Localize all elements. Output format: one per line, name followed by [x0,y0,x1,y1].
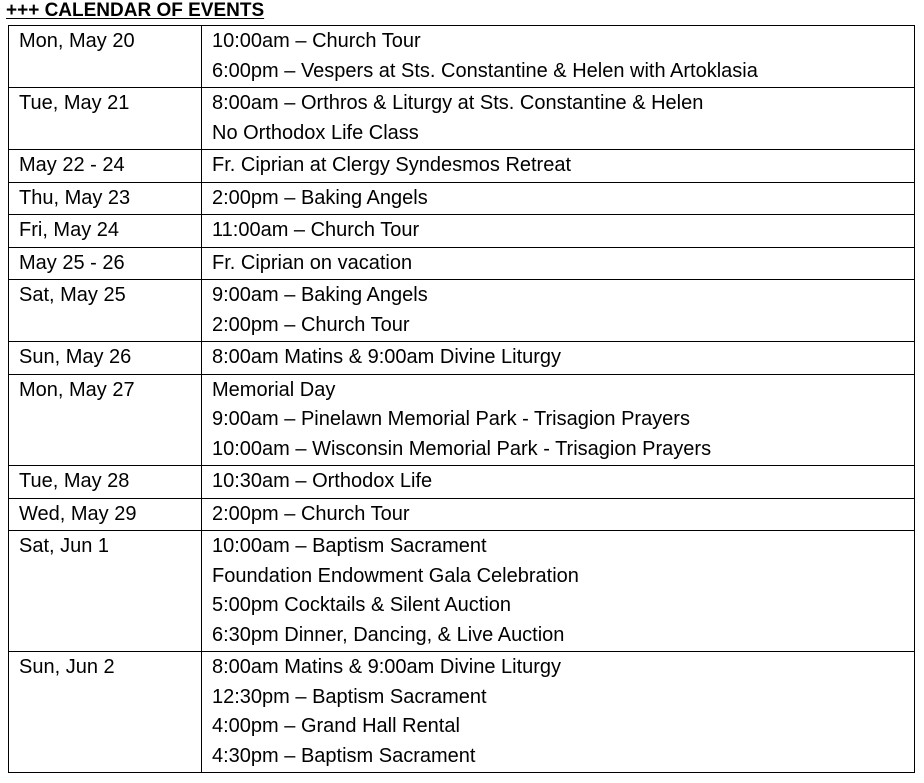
event-line: 11:00am – Church Tour [212,219,420,241]
date-label: Mon, May 20 [19,30,135,52]
events-table [8,25,915,773]
event-line: 6:00pm – Vespers at Sts. Constantine & Helen with Artoklasia [212,59,758,82]
events-cell [202,215,915,248]
events-cell [202,531,915,652]
calendar-title: +++ CALENDAR OF EVENTS [6,0,265,21]
event-line: Memorial Day [212,378,336,401]
event-line: 10:00am – Church Tour [212,30,421,52]
event-line: 10:30am – Orthodox Life [212,470,433,492]
event-line: 6:30pm Dinner, Dancing, & Live Auction [212,623,565,646]
event-line: Foundation Endowment Gala Celebration [212,564,579,587]
date-label: May 25 - 26 [19,251,125,274]
date-cell [9,531,202,652]
table-row [9,531,915,652]
table-row [9,88,915,150]
event-line: 2:00pm – Baking Angels [212,186,428,209]
table-row [9,652,915,773]
date-label: Mon, May 27 [19,378,135,401]
date-label: Sun, Jun 2 [19,656,115,678]
date-label: Sun, May 26 [19,346,132,368]
date-cell [9,182,202,215]
events-cell [202,88,915,150]
date-cell [9,150,202,183]
events-cell [202,182,915,215]
date-cell [9,215,202,248]
date-cell [9,247,202,280]
events-cell [202,247,915,280]
events-cell [202,150,915,183]
date-cell [9,498,202,531]
event-line: Fr. Ciprian on vacation [212,251,413,274]
date-label: Sat, Jun 1 [19,535,110,557]
table-row [9,182,915,215]
event-line: 4:30pm – Baptism Sacrament [212,744,476,767]
events-cell [202,498,915,531]
date-label: Thu, May 23 [19,186,131,209]
event-line: 4:00pm – Grand Hall Rental [212,715,460,737]
event-line: 8:00am – Orthros & Liturgy at Sts. Constantine & Helen [212,92,704,114]
date-label: Tue, May 21 [19,92,130,114]
date-label: Fri, May 24 [19,219,120,241]
event-line: 9:00am – Pinelawn Memorial Park - Trisagion Prayers [212,408,690,430]
table-row [9,26,915,88]
table-row [9,247,915,280]
events-cell [202,26,915,88]
events-cell [202,374,915,466]
date-cell [9,280,202,342]
date-label: Sat, May 25 [19,284,126,306]
event-line: 12:30pm – Baptism Sacrament [212,685,487,708]
event-line: 9:00am – Baking Angels [212,284,428,306]
events-cell [202,342,915,375]
event-line: 10:00am – Baptism Sacrament [212,535,487,557]
date-cell [9,374,202,466]
events-cell [202,466,915,499]
events-cell [202,280,915,342]
date-label: Wed, May 29 [19,502,137,525]
event-line: 5:00pm Cocktails & Silent Auction [212,594,512,616]
date-cell [9,466,202,499]
table-row [9,280,915,342]
date-cell [9,26,202,88]
event-line: No Orthodox Life Class [212,121,419,144]
event-line: 10:00am – Wisconsin Memorial Park - Trisagion Prayers [212,437,712,460]
table-row [9,498,915,531]
date-label: Tue, May 28 [19,470,130,492]
event-line: 2:00pm – Church Tour [212,313,410,336]
table-row [9,150,915,183]
date-cell [9,88,202,150]
event-line: 8:00am Matins & 9:00am Divine Liturgy [212,346,562,368]
date-cell [9,652,202,773]
date-label: May 22 - 24 [19,154,125,176]
table-row [9,215,915,248]
date-cell [9,342,202,375]
event-line: 2:00pm – Church Tour [212,502,410,525]
event-line: 8:00am Matins & 9:00am Divine Liturgy [212,656,562,678]
table-row [9,466,915,499]
table-row [9,374,915,466]
events-cell [202,652,915,773]
table-row [9,342,915,375]
event-line: Fr. Ciprian at Clergy Syndesmos Retreat [212,154,572,176]
